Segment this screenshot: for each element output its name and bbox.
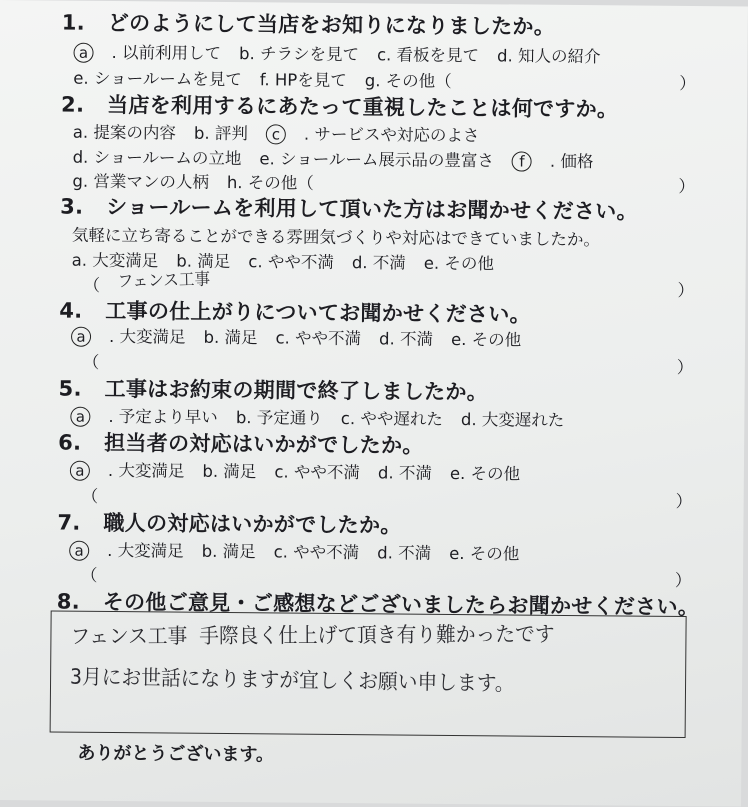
option-2f[interactable]: f . 価格 (512, 151, 594, 171)
option-5b[interactable]: b. 予定通り (235, 408, 323, 428)
option-4d[interactable]: d. 不満 (379, 329, 434, 349)
question-1: 1. どのようにして当店をお知りになりましたか。 (61, 10, 556, 39)
option-7a[interactable]: a . 大変満足 (69, 541, 184, 561)
option-1d[interactable]: d. 知人の紹介 (496, 46, 601, 67)
q7-options (69, 537, 537, 565)
option-3a[interactable]: a. 大変満足 (71, 250, 159, 271)
option-4c[interactable]: c. やや不満 (275, 328, 362, 349)
option-3c[interactable]: c. やや不満 (248, 252, 334, 272)
option-1a[interactable]: a . 以前利用して (73, 43, 221, 63)
option-2g[interactable]: g. 営業マンの人柄 (72, 171, 209, 192)
option-4b[interactable]: b. 満足 (203, 327, 258, 348)
question-7: 7. 職人の対応はいかがでしたか。 (57, 510, 402, 538)
q6-options (70, 457, 538, 485)
option-7d[interactable]: d. 不満 (377, 543, 432, 563)
q1-options-line1 (73, 39, 618, 68)
handwritten-comment-line2: 3月にお世話になりますが宜しくお願い申します。 (69, 664, 515, 696)
option-2c[interactable]: c . サービスや対応のよさ (266, 124, 480, 145)
question-2: 2. 当店を利用するにあたって重視したことは何ですか。 (60, 92, 619, 122)
answer-circle: f (512, 151, 532, 171)
option-6b[interactable]: b. 満足 (202, 461, 257, 482)
paren-open: （ (83, 275, 101, 295)
question-8: 8. その他ご意見・ご感想などございましたらお聞かせください。 (56, 589, 700, 620)
paren-close: ） (679, 73, 696, 94)
handwritten-comment-line1: フェンス工事 手際良く仕上げて頂き有り難かったです (70, 622, 555, 649)
option-3d[interactable]: d. 不満 (351, 253, 406, 273)
answer-circle: a (69, 541, 89, 561)
option-1c[interactable]: c. 看板を見て (376, 45, 480, 66)
q2-options-line3 (72, 168, 332, 194)
option-5d[interactable]: d. 大変遅れた (460, 410, 565, 430)
q4-options (71, 323, 539, 351)
paren-open: （ (81, 486, 99, 506)
answer-circle: c (266, 124, 286, 144)
question-5: 5. 工事はお約束の期間で終了しましたか。 (58, 376, 489, 405)
answer-circle: a (70, 407, 90, 427)
answer-circle: a (70, 461, 90, 481)
option-5a[interactable]: a . 予定より早い (70, 407, 218, 427)
option-6a[interactable]: a . 大変満足 (70, 461, 185, 481)
option-4e[interactable]: e. その他 (450, 329, 522, 350)
paren-open: （ (82, 352, 100, 372)
paren-close: ） (677, 280, 695, 301)
option-2a[interactable]: a. 提案の内容 (72, 122, 177, 143)
answer-circle: a (73, 43, 93, 63)
option-7c[interactable]: c. やや不満 (273, 542, 360, 563)
q2-options-line1 (73, 119, 498, 147)
paren-close: ） (675, 491, 693, 512)
option-7e[interactable]: e. その他 (449, 543, 520, 564)
paren-open: （ (80, 565, 98, 585)
option-4a[interactable]: a . 大変満足 (71, 327, 186, 347)
paren-close: ） (678, 176, 695, 197)
question-4: 4. 工事の仕上がりについてお聞かせください。 (59, 298, 531, 327)
option-2b[interactable]: b. 評判 (193, 123, 249, 144)
option-2e[interactable]: e. ショールーム展示品の豊富さ (259, 149, 494, 171)
option-6c[interactable]: c. やや不満 (274, 462, 361, 483)
option-3b[interactable]: b. 満足 (176, 251, 231, 272)
option-3e[interactable]: e. その他 (423, 253, 495, 274)
option-1e[interactable]: e. ショールームを見て (73, 68, 242, 90)
handwritten-q3-note: フェンス工事 (117, 269, 211, 293)
option-1f[interactable]: f. HPを見て (259, 70, 347, 91)
option-7b[interactable]: b. 満足 (201, 541, 256, 562)
answer-circle: a (71, 327, 91, 347)
paren-close: ） (676, 357, 694, 378)
option-2h[interactable]: h. その他（ (226, 172, 314, 193)
option-1g[interactable]: g. その他（ (364, 71, 452, 91)
option-6d[interactable]: d. 不満 (377, 463, 432, 483)
option-1b[interactable]: b. チラシを見て (238, 44, 360, 65)
paren-close: ） (674, 570, 692, 591)
q1-options-line2 (73, 65, 470, 92)
question-3: 3. ショールームを利用して頂いた方はお聞かせください。 (60, 194, 638, 224)
option-6e[interactable]: e. その他 (449, 463, 521, 484)
option-2d[interactable]: d. ショールームの立地 (72, 147, 242, 169)
closing-text: ありがとうございます。 (77, 742, 275, 766)
q3-subtext: 気軽に立ち寄ることができる雰囲気づくりや対応はできていましたか。 (71, 225, 601, 250)
option-5c[interactable]: c. やや遅れた (340, 408, 443, 429)
question-6: 6. 担当者の対応はいかがでしたか。 (58, 430, 424, 458)
